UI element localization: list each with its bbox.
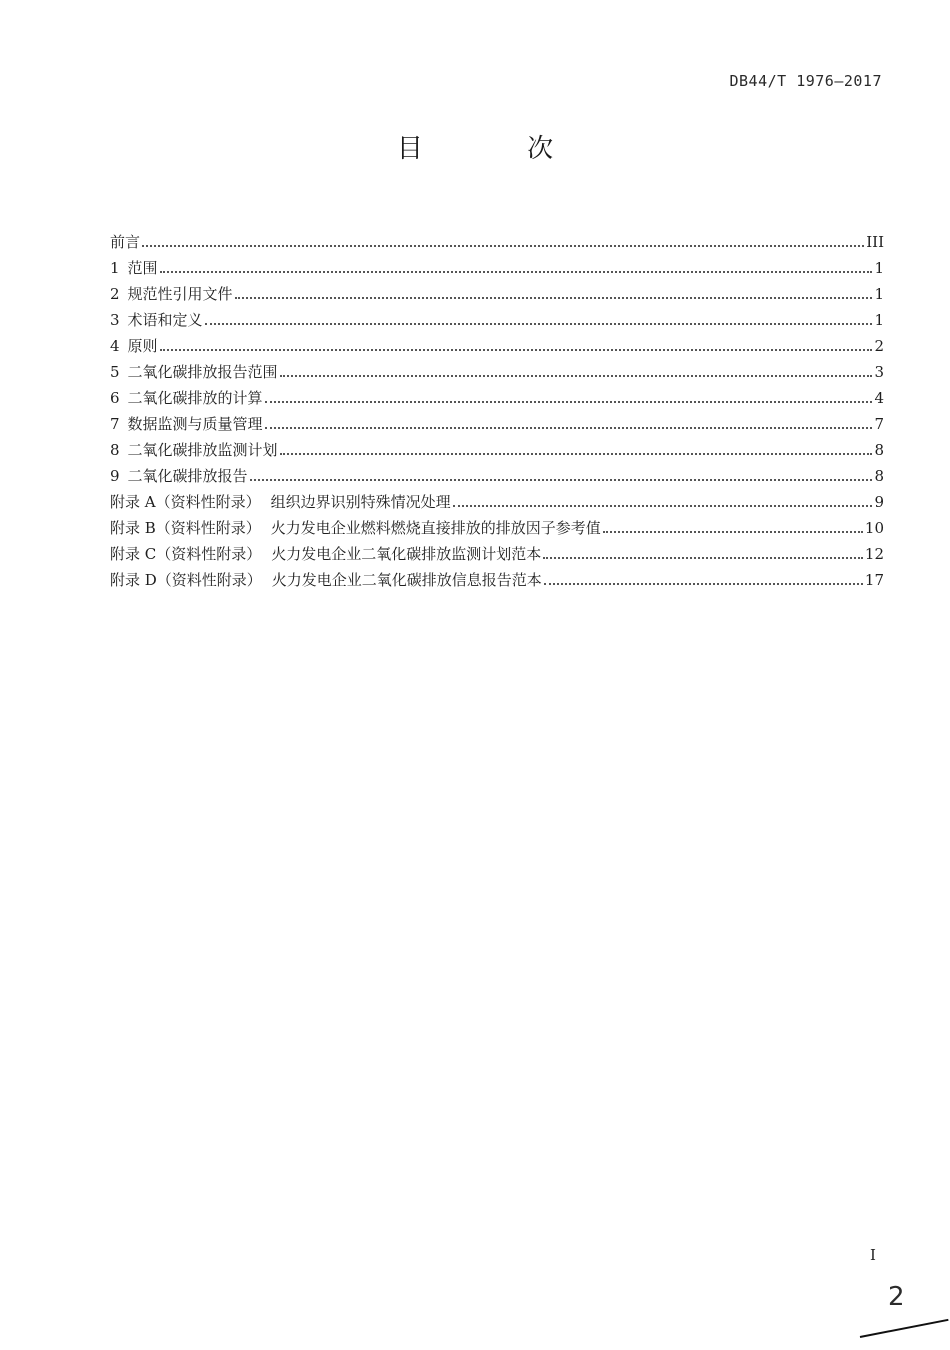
toc-dot-leader bbox=[205, 322, 873, 325]
toc-entry-label: 火力发电企业二氧化碳排放监测计划范本 bbox=[271, 545, 542, 563]
toc-entry[interactable] bbox=[110, 304, 884, 330]
toc-dot-leader bbox=[142, 244, 864, 247]
toc-entry-annex: 附录 D（资料性附录） bbox=[110, 571, 262, 589]
toc-entry-number: 3 bbox=[110, 311, 120, 329]
toc-entry[interactable] bbox=[110, 356, 884, 382]
page-title: 目 次 bbox=[396, 134, 602, 164]
toc-entry-page: 9 bbox=[874, 493, 884, 511]
toc-entry-annex: 附录 B（资料性附录） bbox=[110, 519, 261, 537]
toc-entry-page: III bbox=[866, 233, 884, 251]
toc-entry-number: 9 bbox=[110, 467, 120, 485]
toc-dot-leader bbox=[250, 478, 873, 481]
toc-entry-page: 10 bbox=[864, 519, 884, 537]
toc-entry-annex: 附录 A（资料性附录） bbox=[110, 493, 261, 511]
toc-dot-leader bbox=[265, 400, 873, 403]
toc-entry-label: 火力发电企业二氧化碳排放信息报告范本 bbox=[271, 571, 542, 589]
toc-entry-page: 1 bbox=[874, 285, 884, 303]
toc-entry-page: 4 bbox=[874, 389, 884, 407]
toc-entry[interactable] bbox=[110, 226, 884, 252]
toc-entry[interactable] bbox=[110, 538, 884, 564]
toc-entry[interactable] bbox=[110, 460, 884, 486]
toc-dot-leader bbox=[543, 556, 863, 559]
toc-entry-label: 数据监测与质量管理 bbox=[127, 415, 263, 433]
toc-entry[interactable] bbox=[110, 382, 884, 408]
toc-entry-page: 17 bbox=[864, 571, 884, 589]
toc-dot-leader bbox=[160, 348, 873, 351]
toc-dot-leader bbox=[544, 582, 863, 585]
standard-number: DB44/T 1976—2017 bbox=[729, 72, 882, 90]
toc-entry-page: 8 bbox=[874, 441, 884, 459]
toc-entry[interactable] bbox=[110, 330, 884, 356]
toc-entry-label: 组织边界识别特殊情况处理 bbox=[270, 493, 451, 511]
toc-entry-label: 二氧化碳排放的计算 bbox=[127, 389, 263, 407]
toc-entry-page: 2 bbox=[874, 337, 884, 355]
toc-dot-leader bbox=[235, 296, 873, 299]
toc-entry[interactable] bbox=[110, 486, 884, 512]
toc-entry[interactable] bbox=[110, 278, 884, 304]
toc-entry-number: 1 bbox=[110, 259, 120, 277]
toc-entry-page: 12 bbox=[864, 545, 884, 563]
toc-entry-page: 1 bbox=[874, 311, 884, 329]
corner-handwritten-mark: 2 bbox=[888, 1282, 905, 1312]
toc-entry-annex: 附录 C（资料性附录） bbox=[110, 545, 262, 563]
toc-entry[interactable] bbox=[110, 252, 884, 278]
toc-entry-number: 2 bbox=[110, 285, 120, 303]
toc-entry-label: 二氧化碳排放报告范围 bbox=[127, 363, 278, 381]
toc-entry-label: 术语和定义 bbox=[127, 311, 203, 329]
toc-entry-number: 8 bbox=[110, 441, 120, 459]
toc-entry-page: 8 bbox=[874, 467, 884, 485]
toc-entry-label: 火力发电企业燃料燃烧直接排放的排放因子参考值 bbox=[270, 519, 601, 537]
toc-entry[interactable] bbox=[110, 512, 884, 538]
toc-dot-leader bbox=[453, 504, 873, 507]
toc-entry-label: 规范性引用文件 bbox=[127, 285, 233, 303]
toc-dot-leader bbox=[280, 452, 873, 455]
toc-entry-label: 范围 bbox=[127, 259, 158, 277]
toc-entry-label: 二氧化碳排放监测计划 bbox=[127, 441, 278, 459]
toc-entry-number: 7 bbox=[110, 415, 120, 433]
toc-entry-number: 5 bbox=[110, 363, 120, 381]
toc-entry[interactable] bbox=[110, 434, 884, 460]
toc-entry-page: 7 bbox=[874, 415, 884, 433]
toc-entry-page: 3 bbox=[874, 363, 884, 381]
toc-entry[interactable] bbox=[110, 564, 884, 590]
table-of-contents bbox=[110, 226, 884, 590]
toc-entry-number: 6 bbox=[110, 389, 120, 407]
toc-entry-number: 4 bbox=[110, 337, 120, 355]
toc-dot-leader bbox=[603, 530, 863, 533]
toc-entry-label: 原则 bbox=[127, 337, 158, 355]
toc-dot-leader bbox=[280, 374, 873, 377]
toc-dot-leader bbox=[160, 270, 873, 273]
toc-entry-label: 二氧化碳排放报告 bbox=[127, 467, 248, 485]
toc-entry-label: 前言 bbox=[110, 233, 141, 251]
toc-entry-page: 1 bbox=[874, 259, 884, 277]
toc-dot-leader bbox=[265, 426, 873, 429]
toc-entry[interactable] bbox=[110, 408, 884, 434]
scan-edge-line bbox=[860, 1319, 949, 1338]
page-number: I bbox=[870, 1246, 876, 1264]
